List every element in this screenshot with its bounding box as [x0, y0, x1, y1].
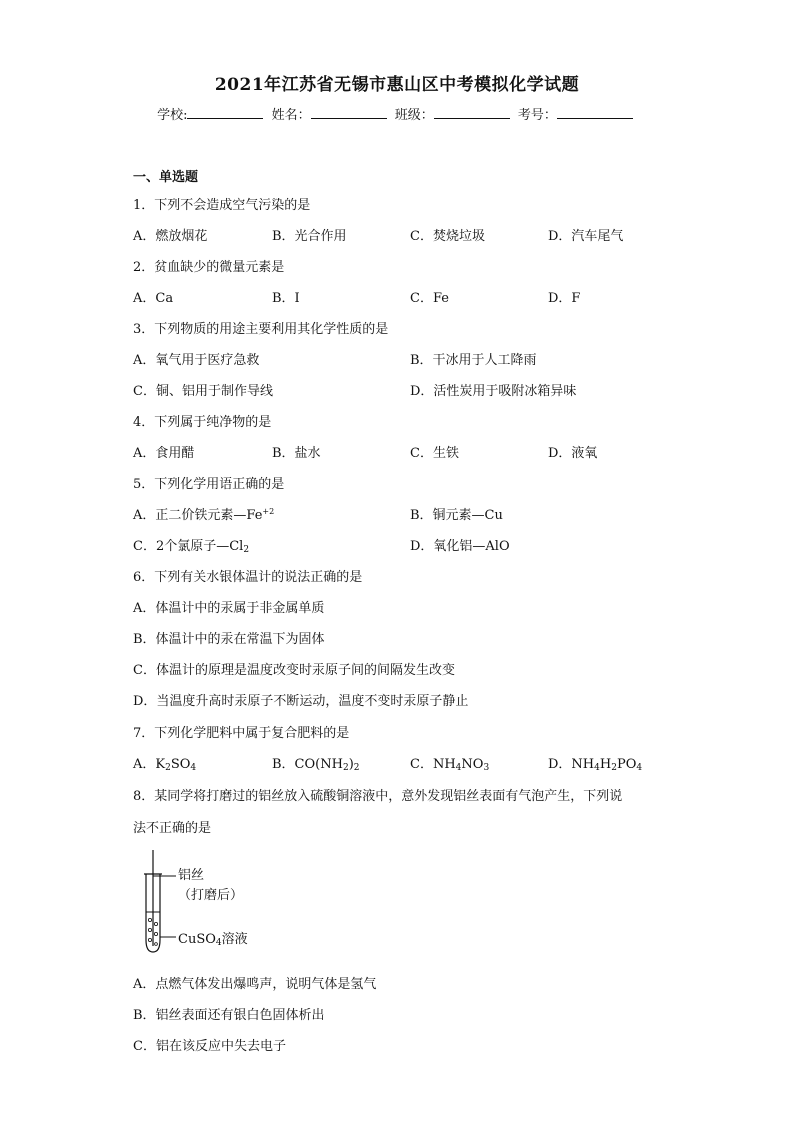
- question-4-option-d: D．液氧: [548, 446, 598, 461]
- question-5-stem: 5．下列化学用语正确的是: [133, 477, 285, 492]
- charge-superscript: +2: [262, 507, 275, 516]
- question-7-option-b-text: B．CO(NH: [272, 757, 343, 772]
- figure-label-polished: （打磨后）: [178, 888, 244, 903]
- question-5-option-c-text: C．2个氯原子—Cl: [133, 539, 244, 554]
- subscript: 4: [455, 763, 462, 773]
- figure-label-solution: [178, 928, 248, 948]
- subscript: 2: [353, 763, 360, 773]
- question-5-option-a: [133, 504, 274, 523]
- question-6-option-c: C．体温计的原理是温度改变时汞原子间的间隔发生改变: [133, 663, 455, 678]
- question-2-option-d: D．F: [548, 291, 581, 306]
- question-8-option-b: B．铝丝表面还有银白色固体析出: [133, 1008, 325, 1023]
- question-8-stem-line2: 法不正确的是: [133, 821, 212, 836]
- question-8-stem-line1: 8．某同学将打磨过的铝丝放入硫酸铜溶液中，意外发现铝丝表面有气泡产生，下列说: [133, 789, 623, 804]
- question-1-option-b: B．光合作用: [272, 229, 347, 244]
- question-7-stem: 7．下列化学肥料中属于复合肥料的是: [133, 726, 350, 741]
- question-3-option-a: A．氧气用于医疗急救: [133, 353, 260, 368]
- question-6-option-a: A．体温计中的汞属于非金属单质: [133, 601, 325, 616]
- question-7-option-d: D．$NH_4H_2PO_4$: [548, 757, 643, 773]
- figure-label-solution-tail: 溶液: [221, 932, 248, 947]
- question-1-option-a: A．燃放烟花: [133, 229, 208, 244]
- question-5-option-b: B．铜元素—Cu: [410, 508, 503, 523]
- subscript: 2: [342, 763, 349, 773]
- number-label: 考号：: [517, 108, 557, 123]
- question-8-option-a: A．点燃气体发出爆鸣声，说明气体是氢气: [133, 977, 377, 992]
- question-4-option-c: C．生铁: [410, 446, 459, 461]
- question-6-option-b: B．体温计中的汞在常温下为固体: [133, 632, 325, 647]
- name-label: 姓名：: [271, 108, 311, 123]
- question-7-option-c-text: C．NH: [410, 757, 456, 772]
- question-3-option-b: B．干冰用于人工降雨: [410, 353, 537, 368]
- question-6-option-d: D．当温度升高时汞原子不断运动，温度不变时汞原子静止: [133, 694, 469, 709]
- bubble: [148, 928, 151, 931]
- bubble: [155, 943, 158, 946]
- student-info-line: [0, 104, 794, 123]
- question-5-option-c: [133, 535, 249, 555]
- class-label: 班级：: [394, 108, 434, 123]
- exam-title: 2021年江苏省无锡市惠山区中考模拟化学试题: [214, 75, 580, 95]
- subscript: 2: [243, 545, 250, 555]
- class-blank[interactable]: [434, 106, 510, 119]
- subscript: 2: [165, 763, 171, 773]
- question-7-option-b: B．$CO(NH_2)_2$: [272, 757, 360, 773]
- question-3-option-d: D．活性炭用于吸附冰箱异味: [410, 384, 577, 399]
- question-7-option-a-text: A．K: [133, 757, 166, 772]
- question-4-stem: 4．下列属于纯净物的是: [133, 415, 272, 430]
- question-7-option-d-text: D．NH: [548, 757, 595, 772]
- question-8-option-c: C．铝在该反应中失去电子: [133, 1039, 286, 1054]
- bubble: [154, 932, 157, 935]
- question-5-option-d: D．氧化铝—AlO: [410, 539, 510, 554]
- question-3-stem: 3．下列物质的用途主要利用其化学性质的是: [133, 322, 389, 337]
- question-7-option-c: C．$NH_4NO_3$: [410, 757, 490, 773]
- question-2-option-a: A．Ca: [133, 291, 174, 306]
- question-2-stem: 2．贫血缺少的微量元素是: [133, 260, 285, 275]
- subscript: 2: [611, 763, 617, 773]
- school-label: 学校:: [157, 108, 188, 123]
- question-1-option-c: C．焚烧垃圾: [410, 229, 485, 244]
- question-4-option-a: A．食用醋: [133, 446, 195, 461]
- question-7-option-a: A．$K_2SO_4$: [133, 757, 197, 773]
- figure-label-wire: 铝丝: [178, 868, 205, 883]
- subscript: 4: [215, 938, 222, 948]
- subscript: 3: [483, 763, 490, 773]
- question-2-option-c: C．Fe: [410, 291, 449, 306]
- subscript: 4: [190, 763, 197, 773]
- bubble: [148, 918, 151, 921]
- question-2-option-b: B．I: [272, 291, 300, 306]
- question-1-stem: 1．下列不会造成空气污染的是: [133, 198, 311, 213]
- question-5-option-a-text: A．正二价铁元素—Fe: [133, 508, 263, 523]
- question-1-option-d: D．汽车尾气: [548, 229, 624, 244]
- section-heading: 一、单选题: [133, 170, 199, 185]
- question-4-option-b: B．盐水: [272, 446, 321, 461]
- figure-label-solution-text: CuSO: [178, 932, 216, 947]
- bubble: [148, 938, 151, 941]
- question-6-stem: 6．下列有关水银体温计的说法正确的是: [133, 570, 363, 585]
- subscript: 4: [594, 763, 600, 773]
- subscript: 4: [636, 763, 643, 773]
- question-3-option-c: C．铜、铝用于制作导线: [133, 384, 273, 399]
- name-blank[interactable]: [311, 106, 387, 119]
- number-blank[interactable]: [557, 106, 633, 119]
- school-blank[interactable]: [187, 106, 263, 119]
- bubble: [154, 922, 157, 925]
